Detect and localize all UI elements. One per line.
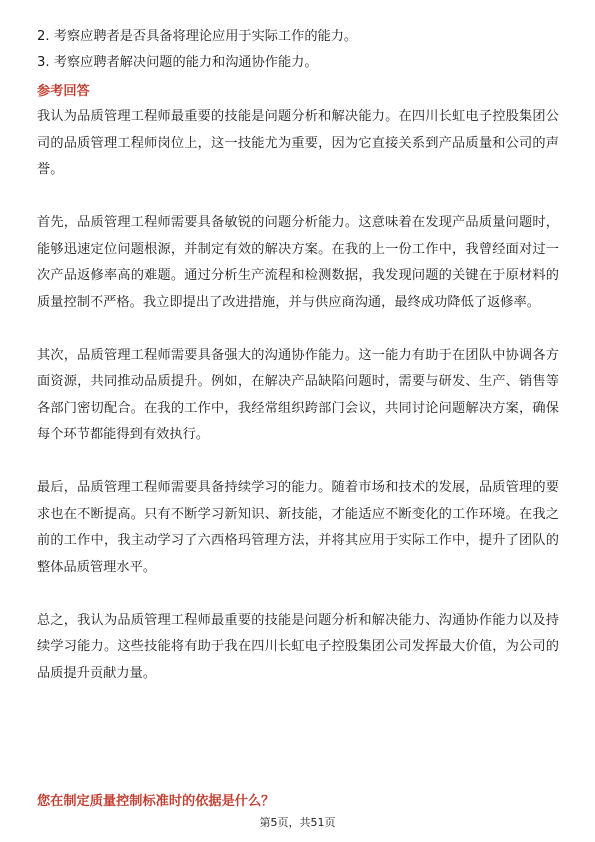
page-content bbox=[37, 24, 559, 687]
page-number-footer: 第5页，共51页 bbox=[259, 816, 336, 829]
next-question-heading: 您在制定质量控制标准时的依据是什么？ bbox=[37, 794, 275, 809]
list-item-3: 3. 考察应聘者解决问题的能力和沟通协作能力。 bbox=[37, 55, 318, 70]
paragraph-spacer bbox=[37, 316, 559, 343]
list-item-2: 2. 考察应聘者是否具备将理论应用于实际工作的能力。 bbox=[37, 29, 358, 44]
answer-paragraph-last: 最后，品质管理工程师需要具备持续学习的能力。随着市场和技术的发展，品质管理的要求也在不断提高。只有不断学习新知识、新技能，才能适应不断变化的工作环境。在我之前的工作中，我主动学习了六西格玛管理方法，并将其应用于实际工作中，提升了团队的整体品质管理水平。 bbox=[37, 480, 559, 575]
answer-paragraph-second: 其次，品质管理工程师需要具备强大的沟通协作能力。这一能力有助于在团队中协调各方面资源，共同推动品质提升。例如，在解决产品缺陷问题时，需要与研发、生产、销售等各部门密切配合。在我的工作中，我经常组织跨部门会议，共同讨论问题解决方案，确保每个环节都能得到有效执行。 bbox=[37, 347, 559, 442]
answer-paragraph-first: 首先，品质管理工程师需要具备敏锐的问题分析能力。这意味着在发现产品质量问题时，能够迅速定位问题根源，并制定有效的解决方案。在我的上一份工作中，我曾经面对过一次产品返修率高的难题。通过分析生产流程和检测数据，我发现问题的关键在于原材料的质量控制不严格。我立即提出了改进措施，并与供应商沟通，最终成功降低了返修率。 bbox=[37, 215, 559, 310]
paragraph-spacer bbox=[37, 581, 559, 608]
answer-paragraph-intro: 我认为品质管理工程师最重要的技能是问题分析和解决能力。在四川长虹电子控股集团公司的品质管理工程师岗位上，这一技能尤为重要，因为它直接关系到产品质量和公司的声誉。 bbox=[37, 109, 559, 177]
answer-label: 参考回答 bbox=[37, 84, 90, 99]
paragraph-spacer bbox=[37, 449, 559, 476]
answer-paragraph-summary: 总之，我认为品质管理工程师最重要的技能是问题分析和解决能力、沟通协作能力以及持续学习能力。这些技能将有助于我在四川长虹电子控股集团公司发挥最大价值，为公司的品质提升贡献力量。 bbox=[37, 612, 559, 681]
paragraph-spacer bbox=[37, 184, 559, 211]
